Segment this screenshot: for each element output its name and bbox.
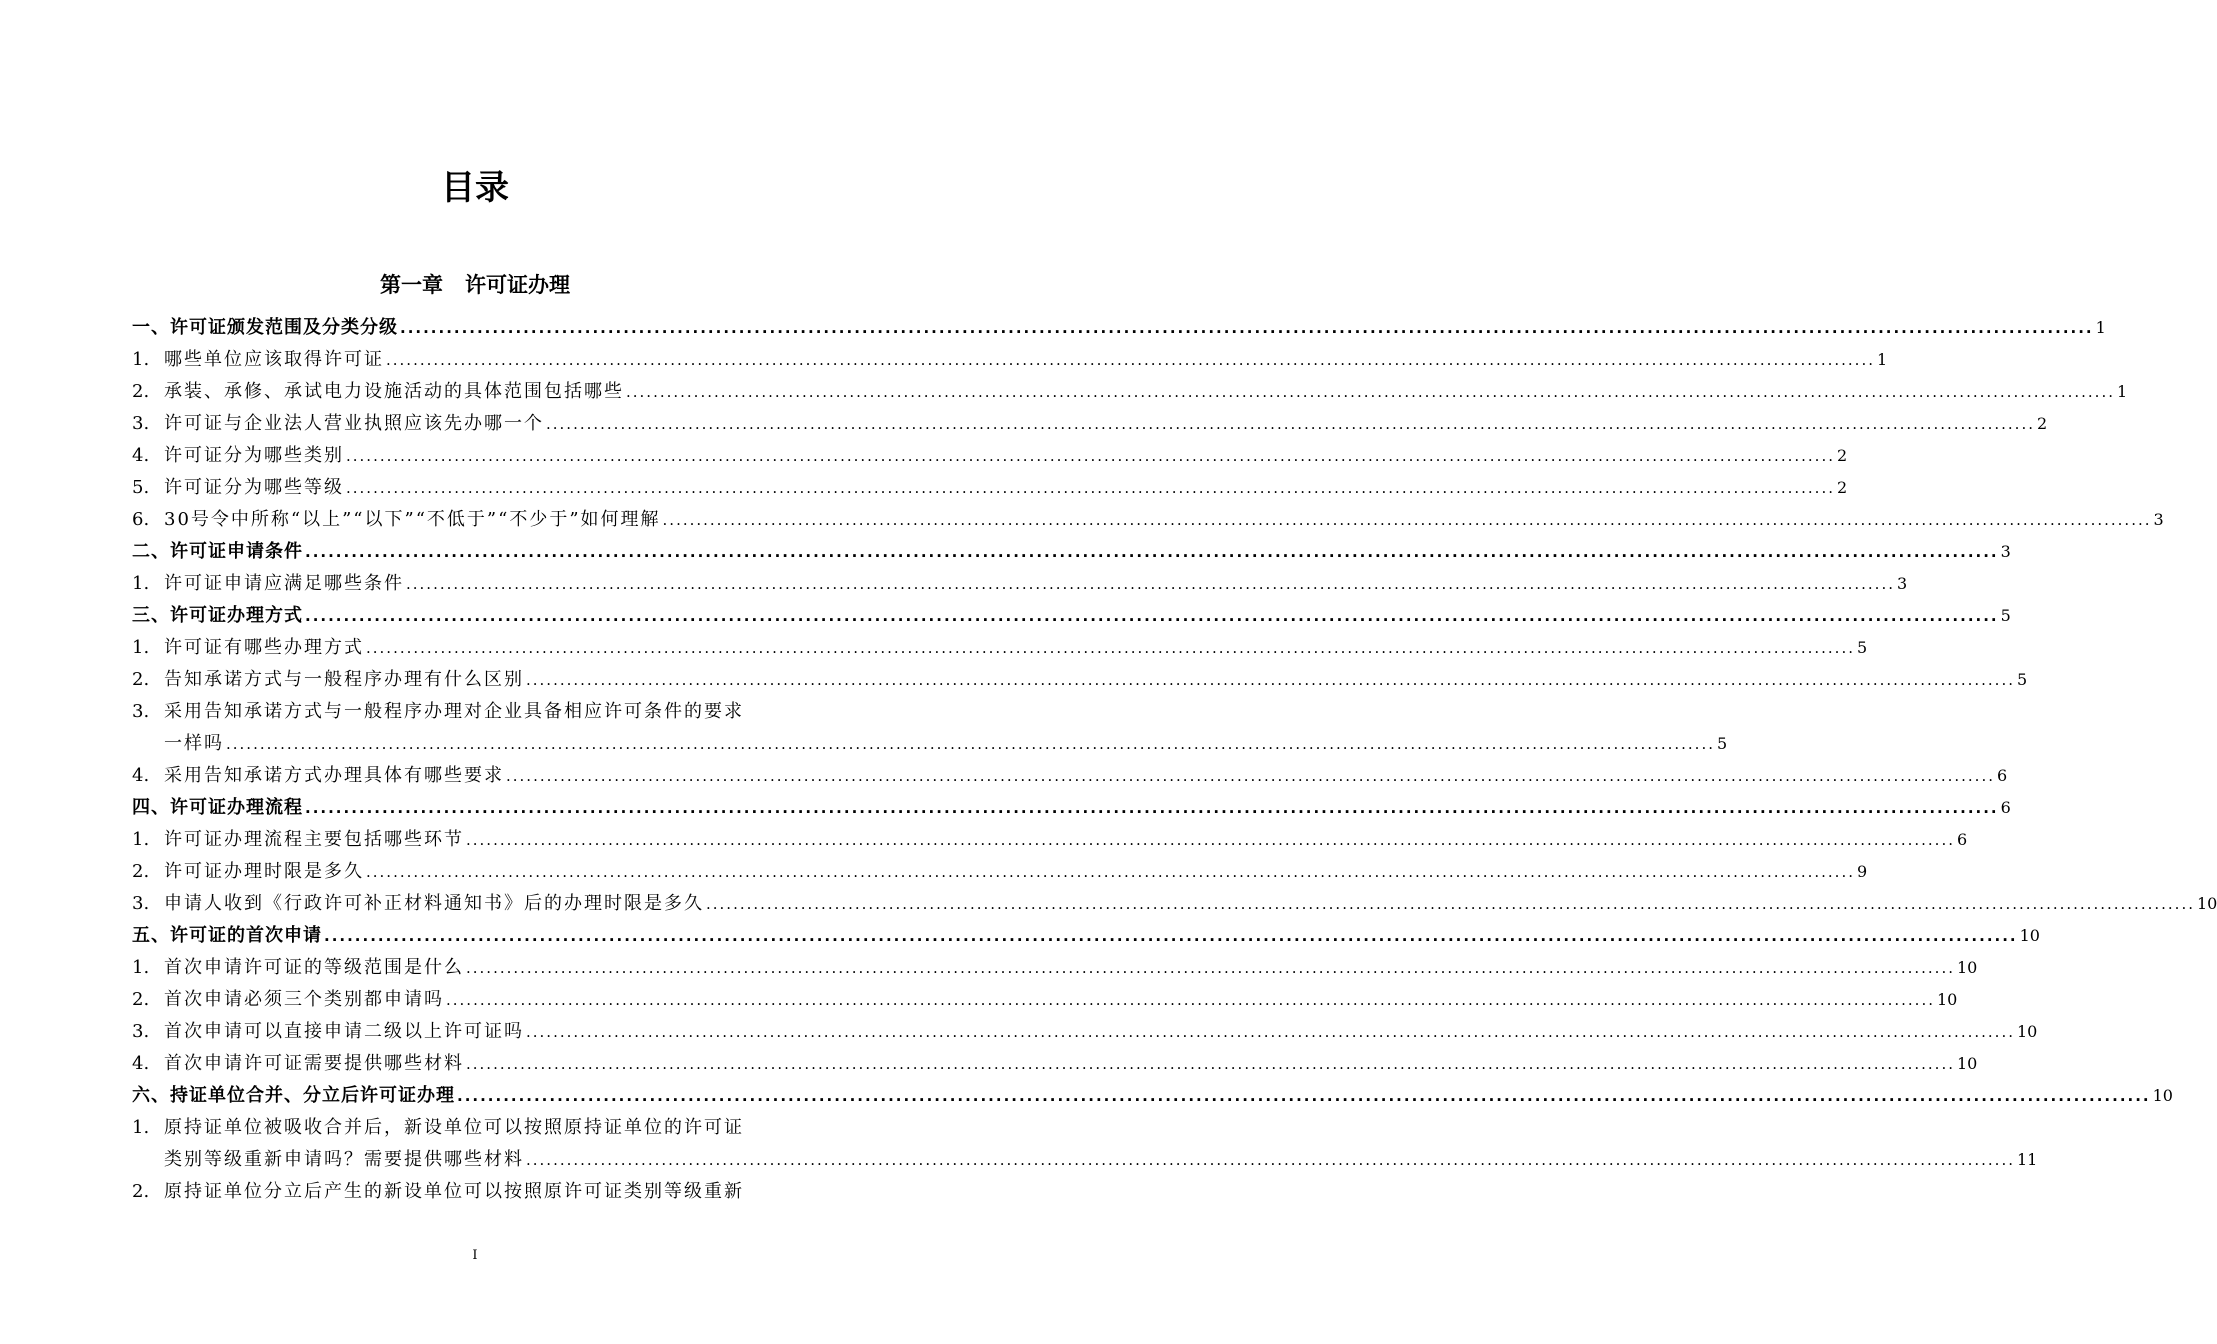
toc-entry-text: 许可证申请应满足哪些条件: [164, 573, 404, 594]
toc-entry-number: 3.: [132, 413, 150, 434]
toc-page-number: 10: [1956, 1054, 1978, 1073]
toc-leader-dots: ............................................................................................................................................................................................................................: [662, 511, 2152, 529]
toc-entry[interactable]: [132, 472, 1848, 504]
toc-entry-text: 首次申请必须三个类别都申请吗: [164, 989, 444, 1010]
toc-entry[interactable]: [132, 1144, 2038, 1176]
toc-entry-text: 哪些单位应该取得许可证: [164, 349, 384, 370]
toc-page-number: 11: [2016, 1150, 2038, 1169]
toc-entry[interactable]: [132, 344, 1888, 376]
toc-entry-text: 一、许可证颁发范围及分类分级: [132, 317, 398, 338]
toc-entry[interactable]: [132, 824, 1968, 856]
toc-entry[interactable]: [132, 408, 2048, 440]
chapter-heading: [0, 270, 950, 300]
toc-entry-text: 原持证单位被吸收合并后，新设单位可以按照原持证单位的许可证: [164, 1117, 744, 1138]
toc-leader-dots: ............................................................................................................................................................................................................................: [386, 351, 1875, 369]
toc-entry-text: 类别等级重新申请吗？需要提供哪些材料: [164, 1149, 524, 1170]
toc-entry-number: 2.: [132, 989, 150, 1010]
toc-leader-dots: ............................................................................................................................................................................................................................: [526, 1023, 2015, 1041]
toc-entry-text: 采用告知承诺方式与一般程序办理对企业具备相应许可条件的要求: [164, 701, 744, 722]
toc-page-number: 3: [2000, 542, 2011, 561]
toc-page-number: 10: [2196, 894, 2217, 913]
toc-entry-number: 5.: [132, 477, 150, 498]
toc-section-entry[interactable]: [132, 920, 2040, 952]
toc-page-number: 10: [1956, 958, 1978, 977]
toc-leader-dots: ............................................................................................................................................................................................................................: [366, 863, 1855, 881]
toc-page-number: 10: [1936, 990, 1958, 1009]
toc-entry-number: 1.: [132, 957, 150, 978]
toc-page-number: 2: [1836, 478, 1848, 497]
toc-entry-text: 许可证分为哪些等级: [164, 477, 344, 498]
toc-entry[interactable]: [132, 856, 1868, 888]
toc-leader-dots: ............................................................................................................................................................................................................................: [706, 895, 2195, 913]
chapter-title: 许可证办理: [465, 273, 570, 297]
toc-entry-number: 3.: [132, 1021, 150, 1042]
toc-entry-text: 许可证办理流程主要包括哪些环节: [164, 829, 464, 850]
toc-page-number: 2: [1836, 446, 1848, 465]
toc-entry-number: 4.: [132, 1053, 150, 1074]
toc-page-number: 6: [1996, 766, 2008, 785]
page-title: 目录: [441, 168, 509, 208]
toc-page-number: 5: [1716, 734, 1728, 753]
toc-leader-dots: ............................................................................................................................................................................................................................: [466, 831, 1955, 849]
toc-page-number: 3: [2153, 510, 2164, 529]
toc-entry-text: 告知承诺方式与一般程序办理有什么区别: [164, 669, 524, 690]
toc-leader-dots: ............................................................................................................................................................................................................................: [526, 671, 2015, 689]
toc-entry-number: 3.: [132, 701, 150, 722]
toc-leader-dots: ............................................................................................................................................................................................................................: [324, 927, 2018, 945]
toc-entry-text: 采用告知承诺方式办理具体有哪些要求: [164, 765, 504, 786]
toc-entry-text: 三、许可证办理方式: [132, 605, 303, 626]
toc-entry[interactable]: [132, 376, 2128, 408]
toc-entry-number: 1.: [132, 1117, 150, 1138]
toc-entry[interactable]: [132, 1112, 822, 1144]
toc-page-number: 5: [2016, 670, 2028, 689]
toc-entry[interactable]: [132, 696, 822, 728]
toc-leader-dots: ............................................................................................................................................................................................................................: [457, 1087, 2151, 1105]
toc-entry-text: 首次申请许可证需要提供哪些材料: [164, 1053, 464, 1074]
toc-entry-number: 2.: [132, 1181, 150, 1202]
toc-leader-dots: ............................................................................................................................................................................................................................: [626, 383, 2115, 401]
toc-leader-dots: ............................................................................................................................................................................................................................: [466, 1055, 1955, 1073]
toc-page-number: 1: [2116, 382, 2128, 401]
toc-entry-number: 1.: [132, 349, 150, 370]
toc-entry[interactable]: [132, 440, 1848, 472]
toc-leader-dots: ............................................................................................................................................................................................................................: [406, 575, 1895, 593]
page-number: I: [472, 1248, 478, 1263]
toc-entry[interactable]: [132, 1176, 822, 1208]
toc-section-entry[interactable]: [132, 312, 2106, 344]
toc-leader-dots: ............................................................................................................................................................................................................................: [506, 767, 1995, 785]
toc-leader-dots: ............................................................................................................................................................................................................................: [366, 639, 1855, 657]
toc-entry[interactable]: [132, 632, 1868, 664]
toc-page-number: 5: [2000, 606, 2011, 625]
toc-leader-dots: ............................................................................................................................................................................................................................: [446, 991, 1935, 1009]
toc-leader-dots: ............................................................................................................................................................................................................................: [226, 735, 1715, 753]
toc-page-number: 10: [2019, 926, 2040, 945]
toc-entry[interactable]: [132, 504, 2164, 536]
toc-leader-dots: ............................................................................................................................................................................................................................: [305, 607, 1999, 625]
toc-entry-number: 1.: [132, 829, 150, 850]
toc-section-entry[interactable]: [132, 792, 2011, 824]
toc-entry-number: 6.: [132, 509, 150, 530]
toc-entry-text: 一样吗: [164, 733, 224, 754]
toc-entry-text: 六、持证单位合并、分立后许可证办理: [132, 1085, 455, 1106]
toc-entry[interactable]: [132, 664, 2028, 696]
toc-entry[interactable]: [132, 728, 1728, 760]
toc-entry-text: 30号令中所称“以上”“以下”“不低于”“不少于”如何理解: [164, 509, 661, 530]
toc-section-entry[interactable]: [132, 1080, 2173, 1112]
toc-entry[interactable]: [132, 1016, 2038, 1048]
toc-entry[interactable]: [132, 952, 1978, 984]
toc-entry-text: 首次申请可以直接申请二级以上许可证吗: [164, 1021, 524, 1042]
toc-entry-text: 二、许可证申请条件: [132, 541, 303, 562]
toc-page-number: 1: [1876, 350, 1888, 369]
toc-entry-text: 申请人收到《行政许可补正材料通知书》后的办理时限是多久: [164, 893, 704, 914]
toc-entry-number: 4.: [132, 445, 150, 466]
toc-entry[interactable]: [132, 568, 1908, 600]
toc-leader-dots: ............................................................................................................................................................................................................................: [346, 479, 1835, 497]
toc-page-number: 1: [2095, 318, 2106, 337]
toc-entry-text: 许可证有哪些办理方式: [164, 637, 364, 658]
toc-page-number: 3: [1896, 574, 1908, 593]
toc-entry[interactable]: [132, 888, 2217, 920]
toc-leader-dots: ............................................................................................................................................................................................................................: [526, 1151, 2015, 1169]
toc-entry-text: 许可证分为哪些类别: [164, 445, 344, 466]
toc-leader-dots: ............................................................................................................................................................................................................................: [346, 447, 1835, 465]
toc-entry-number: 2.: [132, 381, 150, 402]
toc-entry-text: 四、许可证办理流程: [132, 797, 303, 818]
table-of-contents: [132, 312, 2217, 1208]
toc-page-number: 2: [2036, 414, 2048, 433]
toc-leader-dots: ............................................................................................................................................................................................................................: [305, 799, 1999, 817]
toc-leader-dots: ............................................................................................................................................................................................................................: [466, 959, 1955, 977]
toc-page-number: 6: [2000, 798, 2011, 817]
toc-entry-text: 承装、承修、承试电力设施活动的具体范围包括哪些: [164, 381, 624, 402]
toc-page-number: 6: [1956, 830, 1968, 849]
toc-entry-text: 原持证单位分立后产生的新设单位可以按照原许可证类别等级重新: [164, 1181, 744, 1202]
toc-entry-text: 许可证与企业法人营业执照应该先办哪一个: [164, 413, 544, 434]
toc-section-entry[interactable]: [132, 536, 2011, 568]
toc-entry-number: 2.: [132, 861, 150, 882]
toc-leader-dots: ............................................................................................................................................................................................................................: [546, 415, 2035, 433]
toc-entry[interactable]: [132, 1048, 1978, 1080]
toc-entry-number: 4.: [132, 765, 150, 786]
toc-entry-number: 3.: [132, 893, 150, 914]
toc-page-number: 10: [2016, 1022, 2038, 1041]
toc-page-number: 9: [1856, 862, 1868, 881]
toc-entry-text: 五、许可证的首次申请: [132, 925, 322, 946]
toc-entry-number: 1.: [132, 573, 150, 594]
toc-entry[interactable]: [132, 984, 1958, 1016]
toc-entry-number: 1.: [132, 637, 150, 658]
toc-entry-text: 首次申请许可证的等级范围是什么: [164, 957, 464, 978]
toc-section-entry[interactable]: [132, 600, 2011, 632]
toc-page-number: 10: [2152, 1086, 2173, 1105]
toc-page-number: 5: [1856, 638, 1868, 657]
toc-leader-dots: ............................................................................................................................................................................................................................: [305, 543, 1999, 561]
toc-entry-number: 2.: [132, 669, 150, 690]
toc-entry[interactable]: [132, 760, 2008, 792]
toc-entry-text: 许可证办理时限是多久: [164, 861, 364, 882]
chapter-number: 第一章: [380, 273, 443, 297]
toc-leader-dots: ............................................................................................................................................................................................................................: [400, 319, 2094, 337]
